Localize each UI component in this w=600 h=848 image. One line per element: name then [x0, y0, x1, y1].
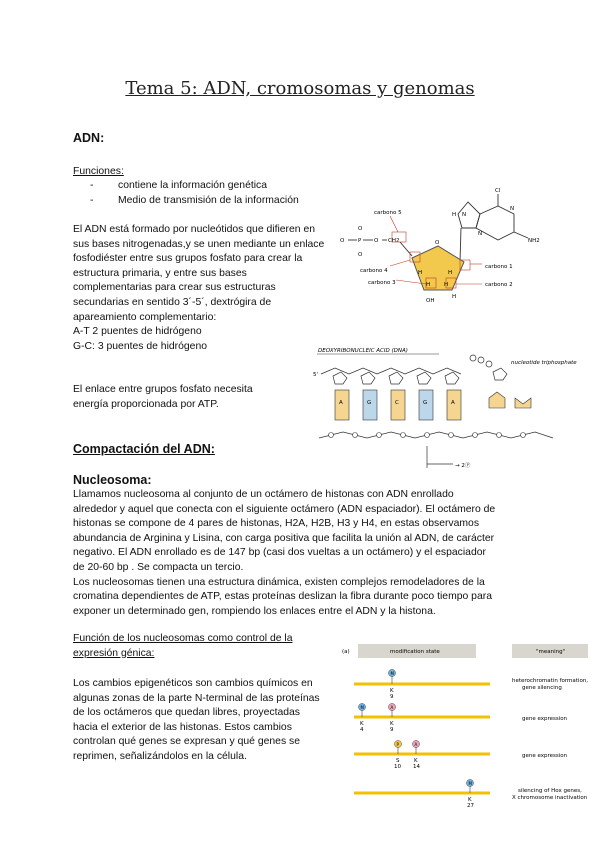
svg-text:G: G: [423, 400, 428, 406]
svg-text:(a): (a): [342, 649, 350, 655]
compactacion-heading: Compactación del ADN:: [73, 442, 215, 456]
svg-text:N: N: [510, 206, 515, 212]
svg-text:P: P: [396, 742, 399, 747]
svg-text:27: 27: [467, 803, 474, 809]
svg-text:gene silencing: gene silencing: [522, 685, 562, 691]
adn-heading: ADN:: [73, 131, 105, 145]
svg-text:K: K: [390, 721, 394, 727]
svg-text:→ 2Ⓟ: → 2Ⓟ: [455, 463, 471, 469]
svg-text:A: A: [451, 400, 455, 406]
funcion-paragraph: Los cambios epigenéticos son cambios químicos en algunas zonas de la parte N-terminal de las proteínas de los octámeros que quedan libres, proyectadas hacia el exterior de las histonas. Estos cambios controlan qué genes se expresan y qué genes se reprimen, señalizándolos en la célula.: [73, 678, 320, 762]
svg-text:O: O: [358, 226, 363, 232]
label-carbono-2: carbono 2: [485, 282, 513, 288]
svg-text:M: M: [468, 781, 472, 786]
list-item: - contiene la información genética: [90, 179, 299, 194]
svg-text:O: O: [435, 240, 440, 246]
funciones-list: [90, 179, 299, 208]
svg-text:10: 10: [394, 764, 401, 770]
svg-text:C: C: [395, 400, 399, 406]
svg-text:K: K: [360, 721, 364, 727]
dna-synthesis-diagram: [313, 342, 577, 474]
svg-text:H: H: [448, 270, 453, 276]
nucleosoma-heading: Nucleosoma:: [73, 473, 152, 487]
svg-text:modification state: modification state: [390, 649, 440, 655]
svg-text:silencing of Hox genes,: silencing of Hox genes,: [518, 788, 582, 794]
svg-text:gene expression: gene expression: [522, 753, 568, 759]
svg-text:14: 14: [413, 764, 420, 770]
nucleosoma-paragraph: Llamamos nucleosoma al conjunto de un octámero de histonas con ADN enrollado alrededor y aquel que conecta con el siguiente octámero (ADN espaciador). El octámero de histonas se compone de 4 pares de histonas, H2A, H2B, H3 y H4, en estas observamos abundancia de Arginina y Lisina, con carga positiva que facilita la unión al ADN, de carácter negativo. El ADN enrollado es de 147 bp (casi dos vueltas a un octámero) y el espaciador de 20-60 bp . Se compacta un tercio. Los nucleosomas tienen una estructura dinámica, existen complejos remodeladores de la cromatina dependientes de ATP, estas proteínas deslizan la fibra durante poco tiempo para exponer un determinado gen, rompiendo los enlaces entre el ADN y la histona.: [73, 489, 496, 617]
funcion-heading: Función de los nucleosomas como control de la expresión génica:: [73, 633, 293, 659]
svg-text:H: H: [452, 212, 457, 218]
svg-text:NH2: NH2: [528, 238, 540, 244]
svg-text:heterochromatin formation,: heterochromatin formation,: [512, 678, 589, 684]
svg-text:K: K: [414, 758, 418, 764]
svg-text:O: O: [340, 238, 345, 244]
svg-text:H: H: [426, 282, 431, 288]
svg-text:N: N: [462, 212, 467, 218]
adn-paragraph: El ADN está formado por nucleótidos que difieren en sus bases nitrogenadas,y se unen mediante un enlace fosfodiéster entre sus grupos fosfato para crear la estructura primaria, y entre sus bases complementarias para crear sus estructuras secundarias en sentido 3´-5´, dextrógira de apareamiento complementario: A-T 2 puentes de hidrógeno G-C: 3 puentes de hidrógeno: [73, 224, 325, 352]
svg-text:X chromosome inactivation: X chromosome inactivation: [512, 795, 588, 801]
svg-text:K: K: [468, 797, 472, 803]
svg-text:OH: OH: [426, 298, 435, 304]
funciones-label: Funciones:: [73, 166, 124, 177]
svg-text:H: H: [452, 294, 457, 300]
svg-text:H: H: [444, 282, 449, 288]
svg-text:9: 9: [390, 694, 394, 700]
svg-text:A: A: [414, 742, 418, 747]
svg-text:A: A: [339, 400, 343, 406]
svg-text:5': 5': [313, 372, 319, 378]
svg-text:M: M: [360, 705, 364, 710]
label-carbono-3: carbono 3: [368, 280, 396, 286]
enlace-paragraph: El enlace entre grupos fosfato necesita energía proporcionada por ATP.: [73, 384, 253, 410]
atom-cl: Cl: [495, 188, 501, 194]
svg-text:A: A: [390, 705, 394, 710]
svg-text:K: K: [390, 688, 394, 694]
svg-text:O: O: [374, 238, 379, 244]
svg-text:9: 9: [390, 727, 394, 733]
label-carbono-5: carbono 5: [374, 210, 402, 216]
nucleotide-diagram: [330, 180, 555, 308]
svg-text:P: P: [358, 238, 362, 244]
svg-text:S: S: [396, 758, 400, 764]
histone-modification-diagram: [340, 640, 592, 818]
svg-text:4: 4: [360, 727, 364, 733]
svg-text:O: O: [358, 252, 363, 258]
label-carbono-4: carbono 4: [360, 268, 388, 274]
svg-text:"meaning": "meaning": [536, 649, 566, 655]
svg-text:nucleotide triphosphate: nucleotide triphosphate: [511, 360, 577, 366]
svg-text:M: M: [390, 671, 394, 676]
svg-text:CH2: CH2: [388, 238, 400, 244]
svg-text:N: N: [478, 231, 483, 237]
page-title: Tema 5: ADN, cromosomas y genomas: [125, 78, 475, 99]
svg-text:gene expression: gene expression: [522, 716, 568, 722]
svg-text:H: H: [418, 270, 423, 276]
dna-caption: DEOXYRIBONUCLEIC ACID (DNA): [318, 348, 408, 354]
list-item: - Medio de transmisión de la información: [90, 194, 299, 209]
label-carbono-1: carbono 1: [485, 264, 513, 270]
svg-text:G: G: [367, 400, 372, 406]
